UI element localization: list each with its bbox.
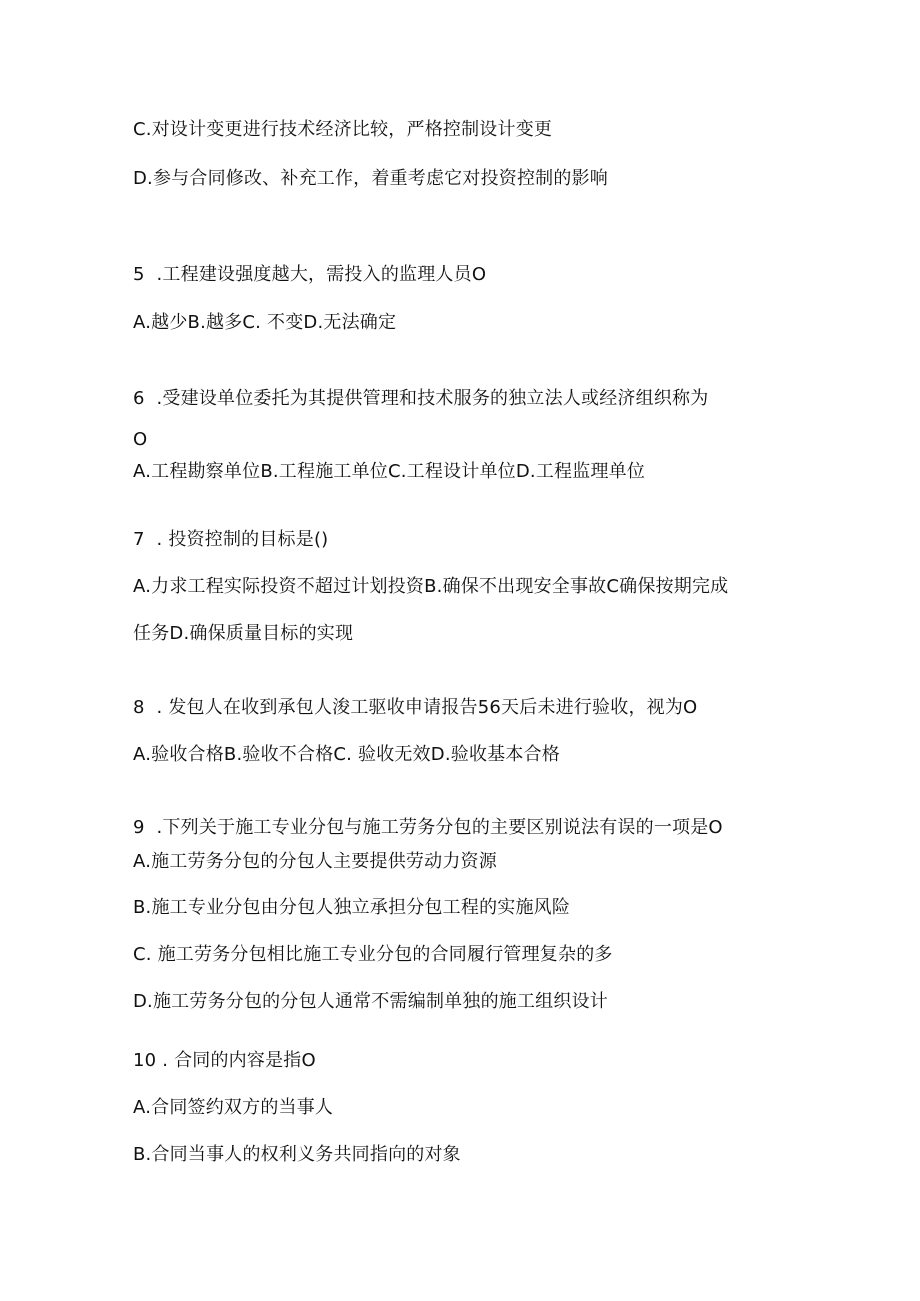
option-a-q9: A.施工劳务分包的分包人主要提供劳动力资源 [133, 851, 497, 872]
option-d-q4: D.参与合同修改、补充工作，着重考虑它对投资控制的影响 [133, 168, 608, 189]
options-q7-continued: 任务D.确保质量目标的实现 [133, 623, 354, 644]
question-6-continued: O [133, 429, 148, 450]
option-d-q9: D.施工劳务分包的分包人通常不需编制单独的施工组织设计 [133, 991, 608, 1012]
question-5: 5 .工程建设强度越大，需投入的监理人员O [133, 264, 487, 285]
options-q7: A.力求工程实际投资不超过计划投资B.确保不出现安全事故C确保按期完成 [133, 576, 729, 597]
option-a-q10: A.合同签约双方的当事人 [133, 1097, 334, 1118]
question-10: 10 . 合同的内容是指O [133, 1050, 316, 1071]
option-b-q9: B.施工专业分包由分包人独立承担分包工程的实施风险 [133, 897, 571, 918]
options-q8: A.验收合格B.验收不合格C. 验收无效D.验收基本合格 [133, 744, 560, 765]
question-8: 8 . 发包人在收到承包人浚工驱收申请报告56天后未进行验收，视为O [133, 697, 698, 718]
question-6: 6 .受建设单位委托为其提供管理和技术服务的独立法人或经济组织称为 [133, 388, 709, 409]
options-q5: A.越少B.越多C. 不变D.无法确定 [133, 312, 397, 333]
question-9: 9 .下列关于施工专业分包与施工劳务分包的主要区别说法有误的一项是O [133, 817, 723, 838]
option-c-q9: C. 施工劳务分包相比施工专业分包的合同履行管理复杂的多 [133, 944, 613, 965]
option-c-q4: C.对设计变更进行技术经济比较，严格控制设计变更 [133, 119, 553, 140]
question-7: 7 . 投资控制的目标是() [133, 529, 329, 550]
option-b-q10: B.合同当事人的权利义务共同指向的对象 [133, 1144, 461, 1165]
options-q6: A.工程勘察单位B.工程施工单位C.工程设计单位D.工程监理单位 [133, 461, 646, 482]
